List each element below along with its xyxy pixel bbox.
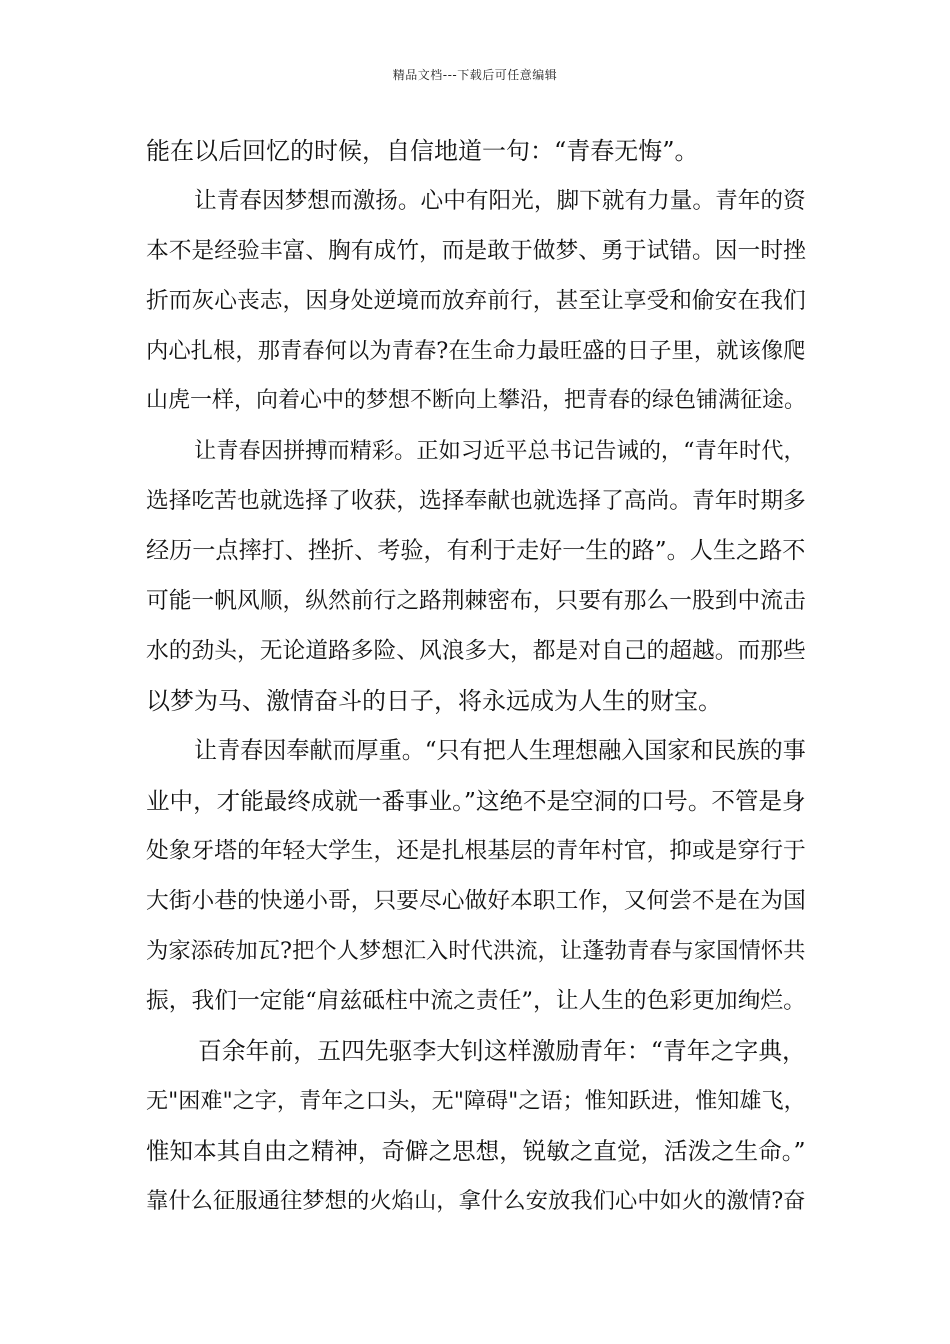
- text-line: 大街小巷的快递小哥，只要尽心做好本职工作，又何尝不是在为国: [146, 888, 806, 914]
- text-line: 处象牙塔的年轻大学生，还是扎根基层的青年村官，抑或是穿行于: [146, 838, 806, 864]
- text-line: 为家添砖加瓦?把个人梦想汇入时代洪流，让蓬勃青春与家国情怀共: [146, 938, 806, 964]
- text-line: 振，我们一定能“肩兹砥柱中流之责任”，让人生的色彩更加绚烂。: [146, 988, 806, 1014]
- text-line: 让青春因梦想而激扬。心中有阳光，脚下就有力量。青年的资: [194, 188, 806, 214]
- text-line: 水的劲头，无论道路多险、风浪多大，都是对自己的超越。而那些: [146, 638, 806, 664]
- text-line: 让青春因奉献而厚重。“只有把人生理想融入国家和民族的事: [194, 738, 806, 764]
- text-line: 选择吃苦也就选择了收获，选择奉献也就选择了高尚。青年时期多: [146, 488, 806, 514]
- text-line: 山虎一样，向着心中的梦想不断向上攀沿，把青春的绿色铺满征途。: [146, 388, 807, 413]
- text-line: 经历一点摔打、挫折、考验，有利于走好一生的路”。人生之路不: [146, 538, 806, 564]
- text-line: 可能一帆风顺，纵然前行之路荆棘密布，只要有那么一股到中流击: [146, 588, 806, 614]
- page-header: 精品文档---下载后可任意编辑: [392, 68, 558, 82]
- text-line: 靠什么征服通往梦想的火焰山，拿什么安放我们心中如火的激情?奋: [146, 1188, 806, 1214]
- text-line: 以梦为马、激情奋斗的日子，将永远成为人生的财宝。: [146, 687, 722, 715]
- text-line: 能在以后回忆的时候，自信地道一句：“青春无悔”。: [146, 137, 699, 165]
- text-line: 业中，才能最终成就一番事业。”这绝不是空洞的口号。不管是身: [146, 787, 806, 815]
- article-body: [146, 126, 806, 1226]
- text-line: 折而灰心丧志，因身处逆境而放弃前行，甚至让享受和偷安在我们: [146, 288, 806, 314]
- text-line: 本不是经验丰富、胸有成竹，而是敢于做梦、勇于试错。因一时挫: [146, 238, 806, 264]
- text-line: 百余年前，五四先驱李大钊这样激励青年：“青年之字典，: [198, 1037, 806, 1065]
- text-line: 内心扎根，那青春何以为青春?在生命力最旺盛的日子里，就该像爬: [146, 338, 806, 364]
- text-line: 无"困难"之字，青年之口头，无"障碍"之语；惟知跃进，惟知雄飞，: [146, 1088, 806, 1114]
- text-line: 让青春因拼搏而精彩。正如习近平总书记告诫的，“青年时代，: [194, 438, 806, 464]
- text-line: 惟知本其自由之精神，奇僻之思想，锐敏之直觉，活泼之生命。”: [146, 1137, 806, 1165]
